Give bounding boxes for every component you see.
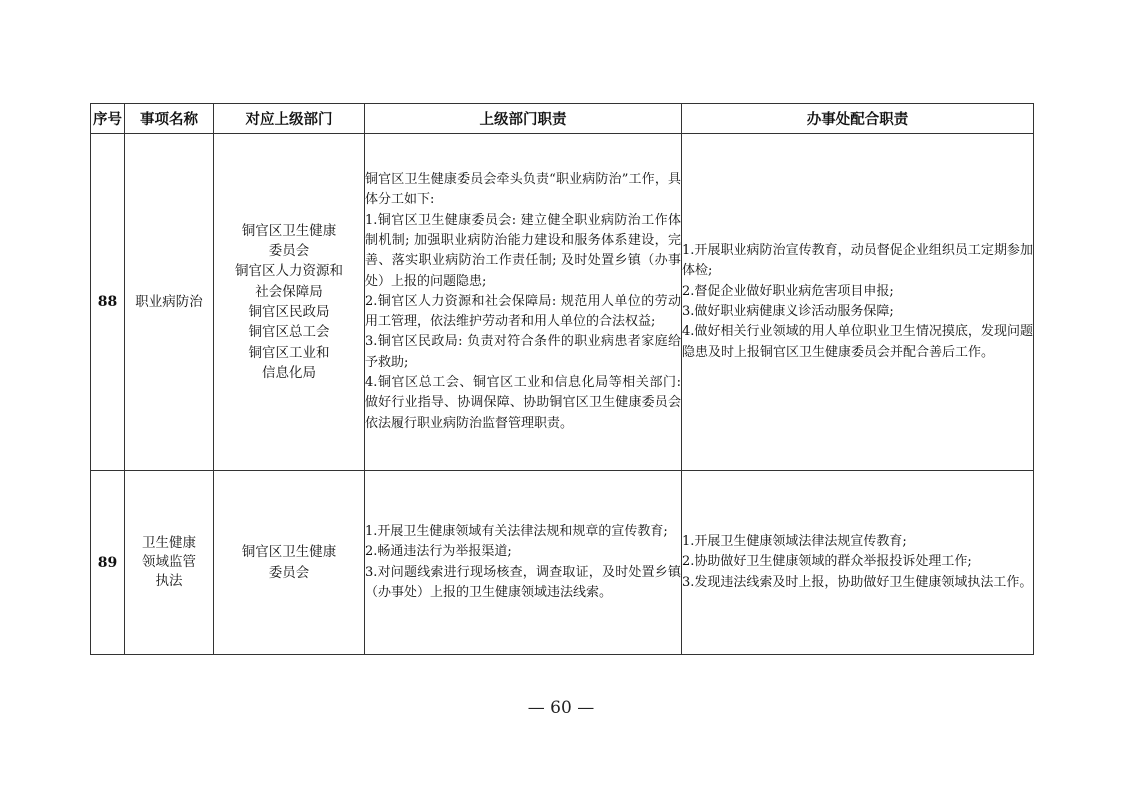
header-coop: 办事处配合职责 [682, 104, 1034, 134]
coop-paragraph: 4.做好相关行业领域的用人单位职业卫生情况摸底，发现问题隐患及时上报铜官区卫生健康委员会并配合善后工作。 [682, 324, 1033, 360]
dept-line: 铜官区总工会 [248, 324, 330, 341]
table-row [91, 471, 1034, 655]
duty-paragraph: 2.畅通违法行为举报渠道; [365, 544, 512, 560]
row-office-duty [682, 134, 1034, 471]
item-name-line: 执法 [155, 573, 183, 589]
duty-paragraph: 1.开展卫生健康领域有关法律法规和规章的宣传教育; [365, 523, 668, 539]
dept-line: 委员会 [268, 564, 310, 581]
dept-line: 铜官区人力资源和 [235, 263, 343, 280]
item-name-line: 卫生健康 [142, 535, 196, 551]
row-seq: 88 [91, 134, 125, 471]
item-name-line: 职业病防治 [135, 293, 203, 310]
row-item-name [125, 134, 214, 471]
dept-line: 社会保障局 [255, 283, 323, 300]
coop-paragraph: 1.开展职业病防治宣传教育，动员督促企业组织员工定期参加体检; [682, 243, 1033, 279]
header-row [91, 104, 1034, 134]
coop-paragraph: 3.发现违法线索及时上报，协助做好卫生健康领域执法工作。 [682, 574, 1033, 590]
row-office-duty [682, 471, 1034, 655]
duty-paragraph: 铜官区卫生健康委员会牵头负责“职业病防治”工作，具体分工如下: [365, 172, 681, 208]
row-superior-duty [365, 471, 682, 655]
row-seq: 89 [91, 471, 125, 655]
coop-paragraph: 2.协助做好卫生健康领域的群众举报投诉处理工作; [682, 554, 972, 570]
header-duty: 上级部门职责 [365, 104, 682, 134]
row-superior-duty [365, 134, 682, 471]
dept-line: 铜官区民政局 [248, 304, 330, 320]
duty-paragraph: 3.对问题线索进行现场核查，调查取证，及时处置乡镇（办事处）上报的卫生健康领域违法线索。 [365, 564, 681, 600]
row-dept [214, 134, 365, 471]
coop-paragraph: 3.做好职业病健康义诊活动服务保障; [682, 304, 894, 319]
coop-paragraph: 1.开展卫生健康领域法律法规宣传教育; [682, 534, 907, 550]
dept-line: 铜官区卫生健康 [241, 222, 337, 239]
duty-table [90, 103, 1034, 655]
dept-line: 委员会 [268, 243, 310, 260]
dept-line: 铜官区工业和 [248, 344, 330, 361]
header-seq: 序号 [91, 104, 125, 134]
duty-paragraph: 2.铜官区人力资源和社会保障局: 规范用人单位的劳动用工管理，依法维护劳动者和用人单位的合法权益; [365, 293, 681, 330]
duty-paragraph: 1.铜官区卫生健康委员会: 建立健全职业病防治工作体制机制; 加强职业病防治能力建设和服务体系建设，完善、落实职业病防治工作责任制; 及时处置乡镇（办事处）上报的问题隐患; [365, 212, 681, 289]
coop-paragraph: 2.督促企业做好职业病危害项目申报; [682, 283, 894, 299]
header-dept: 对应上级部门 [214, 104, 365, 134]
dept-line: 信息化局 [262, 364, 316, 381]
header-name: 事项名称 [125, 104, 214, 134]
duty-paragraph: 4.铜官区总工会、铜官区工业和信息化局等相关部门: 做好行业指导、协调保障、协助铜官区卫生健康委员会依法履行职业病防治监督管理职责。 [365, 375, 681, 431]
row-item-name [125, 471, 214, 655]
row-dept [214, 471, 365, 655]
table-row [91, 134, 1034, 471]
item-name-line: 领域监管 [142, 554, 196, 570]
page-number: — 60 — [527, 698, 595, 718]
dept-line: 铜官区卫生健康 [241, 544, 337, 561]
duty-paragraph: 3.铜官区民政局: 负责对符合条件的职业病患者家庭给予救助; [365, 334, 681, 370]
